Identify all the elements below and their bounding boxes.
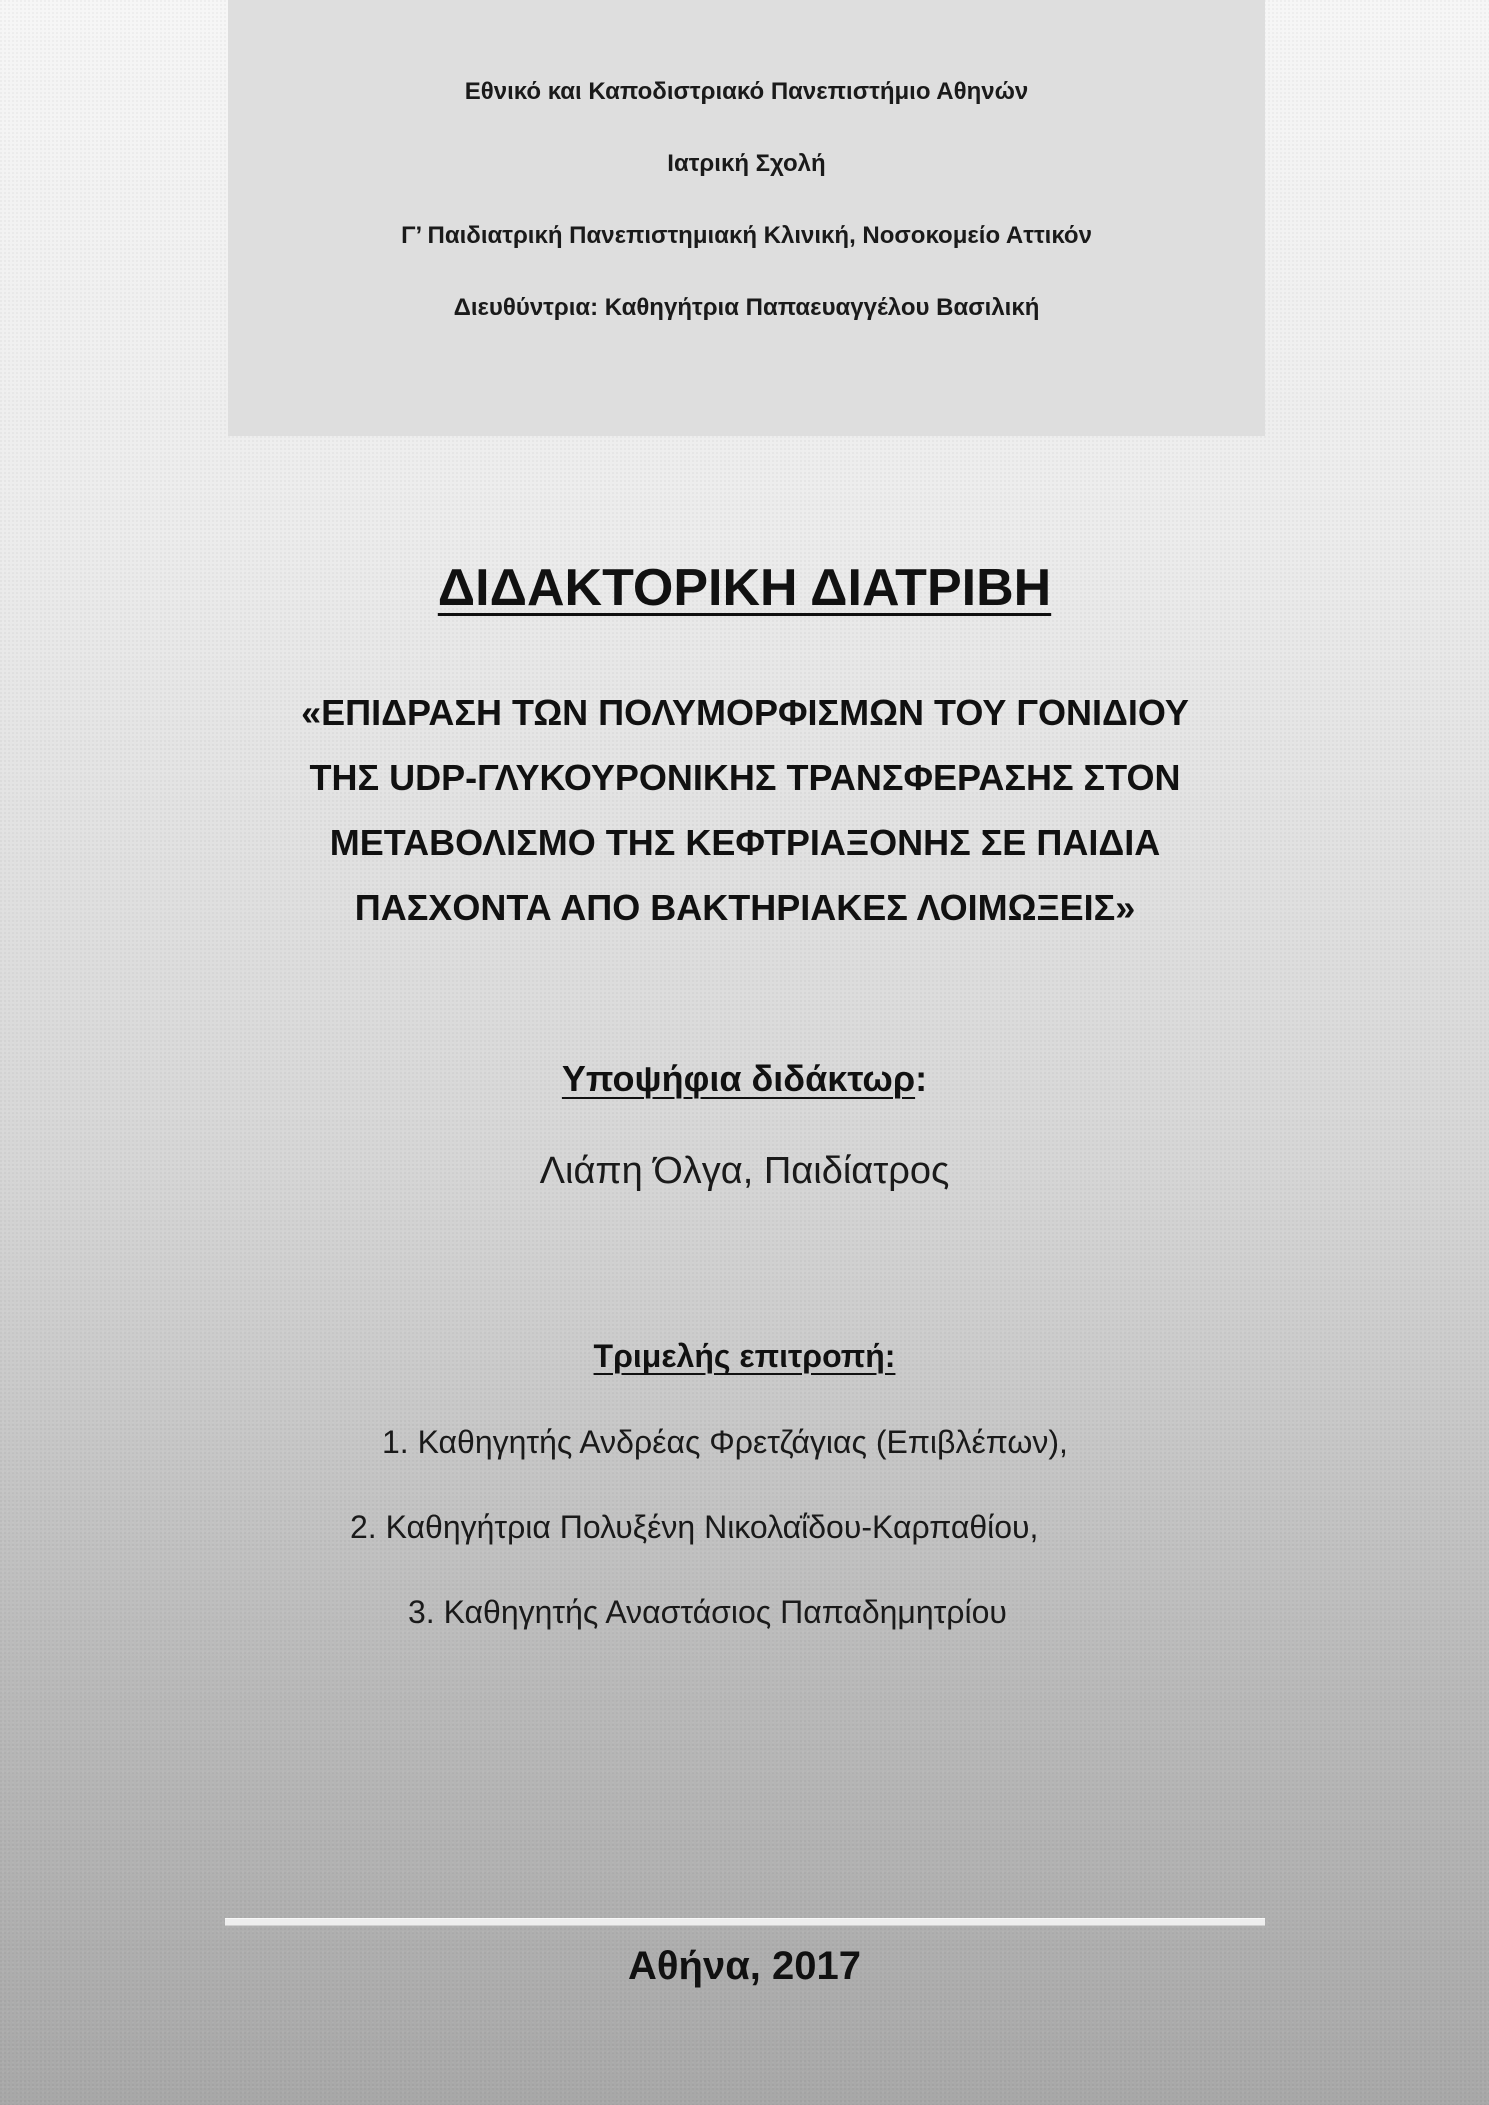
place-and-year: Αθήνα, 2017 xyxy=(628,1944,861,1988)
school-name: Ιατρική Σχολή xyxy=(667,150,826,177)
university-name: Εθνικό και Καποδιστριακό Πανεπιστήμιο Αθηνών xyxy=(464,78,1029,105)
footer-divider xyxy=(225,1918,1265,1926)
candidate-label xyxy=(0,1058,1489,1100)
candidate-name: Λιάπη Όλγα, Παιδίατρος xyxy=(539,1150,950,1192)
institution-header-box xyxy=(228,0,1265,436)
thesis-title-line: «ΕΠΙΔΡΑΣΗ ΤΩΝ ΠΟΛΥΜΟΡΦΙΣΜΩΝ ΤΟΥ ΓΟΝΙΔΙΟΥ xyxy=(301,692,1189,733)
clinic-name: Γ’ Παιδιατρική Πανεπιστημιακή Κλινική, Νοσοκομείο Αττικόν xyxy=(401,222,1092,249)
thesis-title xyxy=(230,680,1260,940)
thesis-title-line: ΠΑΣΧΟΝΤΑ ΑΠΟ ΒΑΚΤΗΡΙΑΚΕΣ ΛΟΙΜΩΞΕΙΣ» xyxy=(354,887,1136,928)
thesis-title-line: ΤΗΣ UDP-ΓΛΥΚΟΥΡΟΝΙΚΗΣ ΤΡΑΝΣΦΕΡΑΣΗΣ ΣΤΟΝ xyxy=(309,757,1181,798)
thesis-type-heading: ΔΙΔΑΚΤΟΡΙΚΗ ΔΙΑΤΡΙΒΗ xyxy=(437,559,1052,617)
committee-label: Τριμελής επιτροπή: xyxy=(593,1338,896,1374)
committee-member: 3. Καθηγητής Αναστάσιος Παπαδημητρίου xyxy=(408,1594,1007,1630)
candidate-label-text: Υποψήφια διδάκτωρ xyxy=(561,1058,916,1099)
committee-member: 2. Καθηγήτρια Πολυξένη Νικολαΐδου-Καρπαθίου, xyxy=(350,1509,1039,1545)
committee-member: 1. Καθηγητής Ανδρέας Φρετζάγιας (Επιβλέπων), xyxy=(382,1424,1068,1460)
clinic-director: Διευθύντρια: Καθηγήτρια Παπαευαγγέλου Βασιλική xyxy=(453,294,1040,321)
candidate-label-colon: : xyxy=(915,1058,928,1099)
thesis-title-line: ΜΕΤΑΒΟΛΙΣΜΟ ΤΗΣ ΚΕΦΤΡΙΑΞΟΝΗΣ ΣΕ ΠΑΙΔΙΑ xyxy=(329,822,1161,863)
